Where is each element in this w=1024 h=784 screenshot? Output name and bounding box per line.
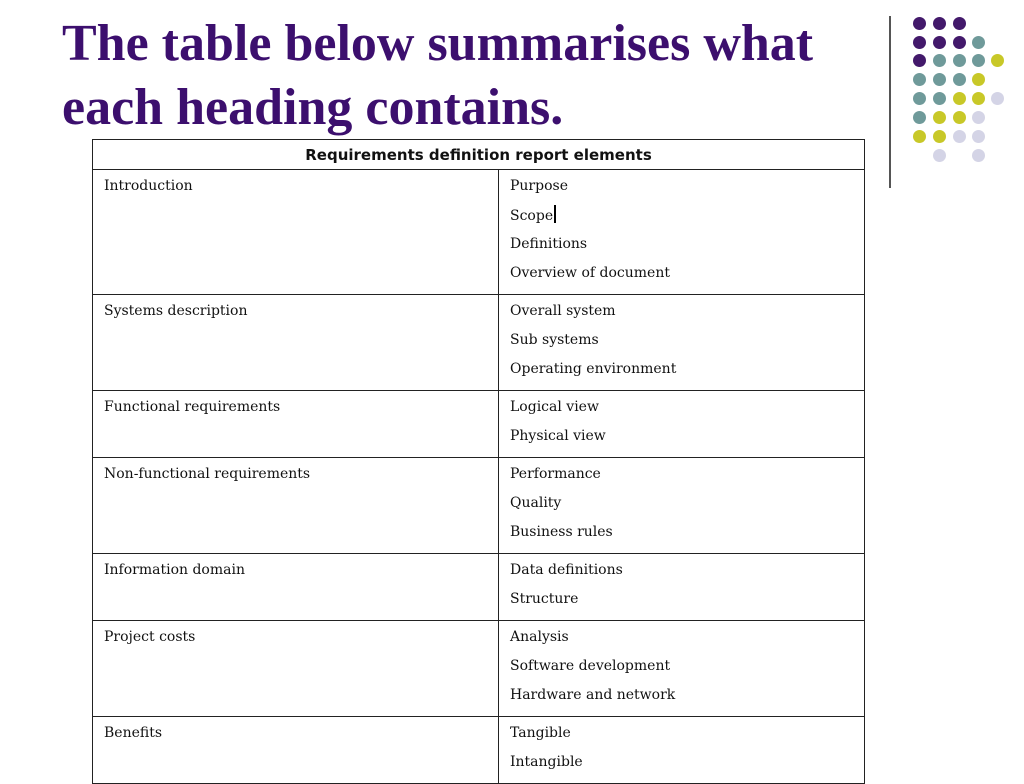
dot — [991, 54, 1004, 67]
row-item: Logical view — [510, 399, 599, 415]
dot — [933, 73, 946, 86]
row-item: Business rules — [510, 524, 613, 540]
table-row — [93, 717, 865, 784]
row-item — [510, 205, 864, 234]
dot — [913, 92, 926, 105]
decorative-dots — [908, 12, 1008, 172]
row-items-cell — [499, 295, 865, 391]
dot — [972, 54, 985, 67]
dot — [953, 130, 966, 143]
row-item: Operating environment — [510, 361, 677, 377]
row-item: Physical view — [510, 428, 606, 444]
dot — [953, 73, 966, 86]
dot — [913, 130, 926, 143]
row-items-cell — [499, 554, 865, 621]
row-heading-cell — [93, 458, 499, 554]
slide-title: The table below summarises what each heading contains. — [62, 15, 814, 136]
row-heading: Non-functional requirements — [104, 466, 311, 482]
row-item: Analysis — [510, 629, 569, 645]
text-cursor — [554, 205, 556, 223]
dot — [991, 92, 1004, 105]
table-row — [93, 621, 865, 717]
row-heading: Functional requirements — [104, 399, 281, 415]
dot — [953, 36, 966, 49]
row-item: Overview of document — [510, 265, 670, 281]
dot — [933, 54, 946, 67]
row-heading: Project costs — [104, 629, 196, 645]
dot — [933, 111, 946, 124]
row-heading: Systems description — [104, 303, 248, 319]
row-item: Definitions — [510, 236, 588, 252]
dot — [933, 149, 946, 162]
row-items-cell — [499, 391, 865, 458]
dot — [972, 130, 985, 143]
dot — [972, 92, 985, 105]
row-items-cell — [499, 717, 865, 784]
table-row — [93, 391, 865, 458]
row-item: Performance — [510, 466, 601, 482]
row-item: Overall system — [510, 303, 616, 319]
dot — [953, 111, 966, 124]
table-row — [93, 295, 865, 391]
table-caption: Requirements definition report elements — [93, 140, 865, 170]
dot — [913, 36, 926, 49]
row-heading: Introduction — [104, 178, 193, 194]
requirements-table — [92, 139, 865, 784]
dot — [913, 111, 926, 124]
row-heading-cell — [93, 717, 499, 784]
dot — [913, 17, 926, 30]
dot — [972, 111, 985, 124]
row-item: Sub systems — [510, 332, 599, 348]
dot — [972, 73, 985, 86]
dot — [913, 73, 926, 86]
row-item: Quality — [510, 495, 562, 511]
dot — [933, 92, 946, 105]
dot — [933, 36, 946, 49]
divider-line — [889, 16, 891, 188]
row-item: Software development — [510, 658, 671, 674]
row-items-cell — [499, 458, 865, 554]
row-heading-cell — [93, 170, 499, 295]
row-item: Intangible — [510, 754, 583, 770]
row-items-cell — [499, 170, 865, 295]
row-heading-cell — [93, 391, 499, 458]
row-item: Hardware and network — [510, 687, 676, 703]
row-item: Tangible — [510, 725, 571, 741]
row-item: Structure — [510, 591, 579, 607]
row-item: Data definitions — [510, 562, 623, 578]
dot — [913, 54, 926, 67]
dot — [972, 149, 985, 162]
table-header-row — [93, 140, 865, 170]
dot — [953, 54, 966, 67]
row-heading: Benefits — [104, 725, 163, 741]
row-items-cell — [499, 621, 865, 717]
row-heading-cell — [93, 554, 499, 621]
dot — [933, 17, 946, 30]
dot — [972, 36, 985, 49]
row-heading: Information domain — [104, 562, 245, 578]
dot — [933, 130, 946, 143]
row-item: Purpose — [510, 178, 568, 194]
table-row — [93, 458, 865, 554]
table-row — [93, 170, 865, 295]
dot — [953, 92, 966, 105]
table-row — [93, 554, 865, 621]
row-item-text: Scope — [510, 208, 554, 224]
dot — [953, 17, 966, 30]
row-heading-cell — [93, 295, 499, 391]
row-heading-cell — [93, 621, 499, 717]
